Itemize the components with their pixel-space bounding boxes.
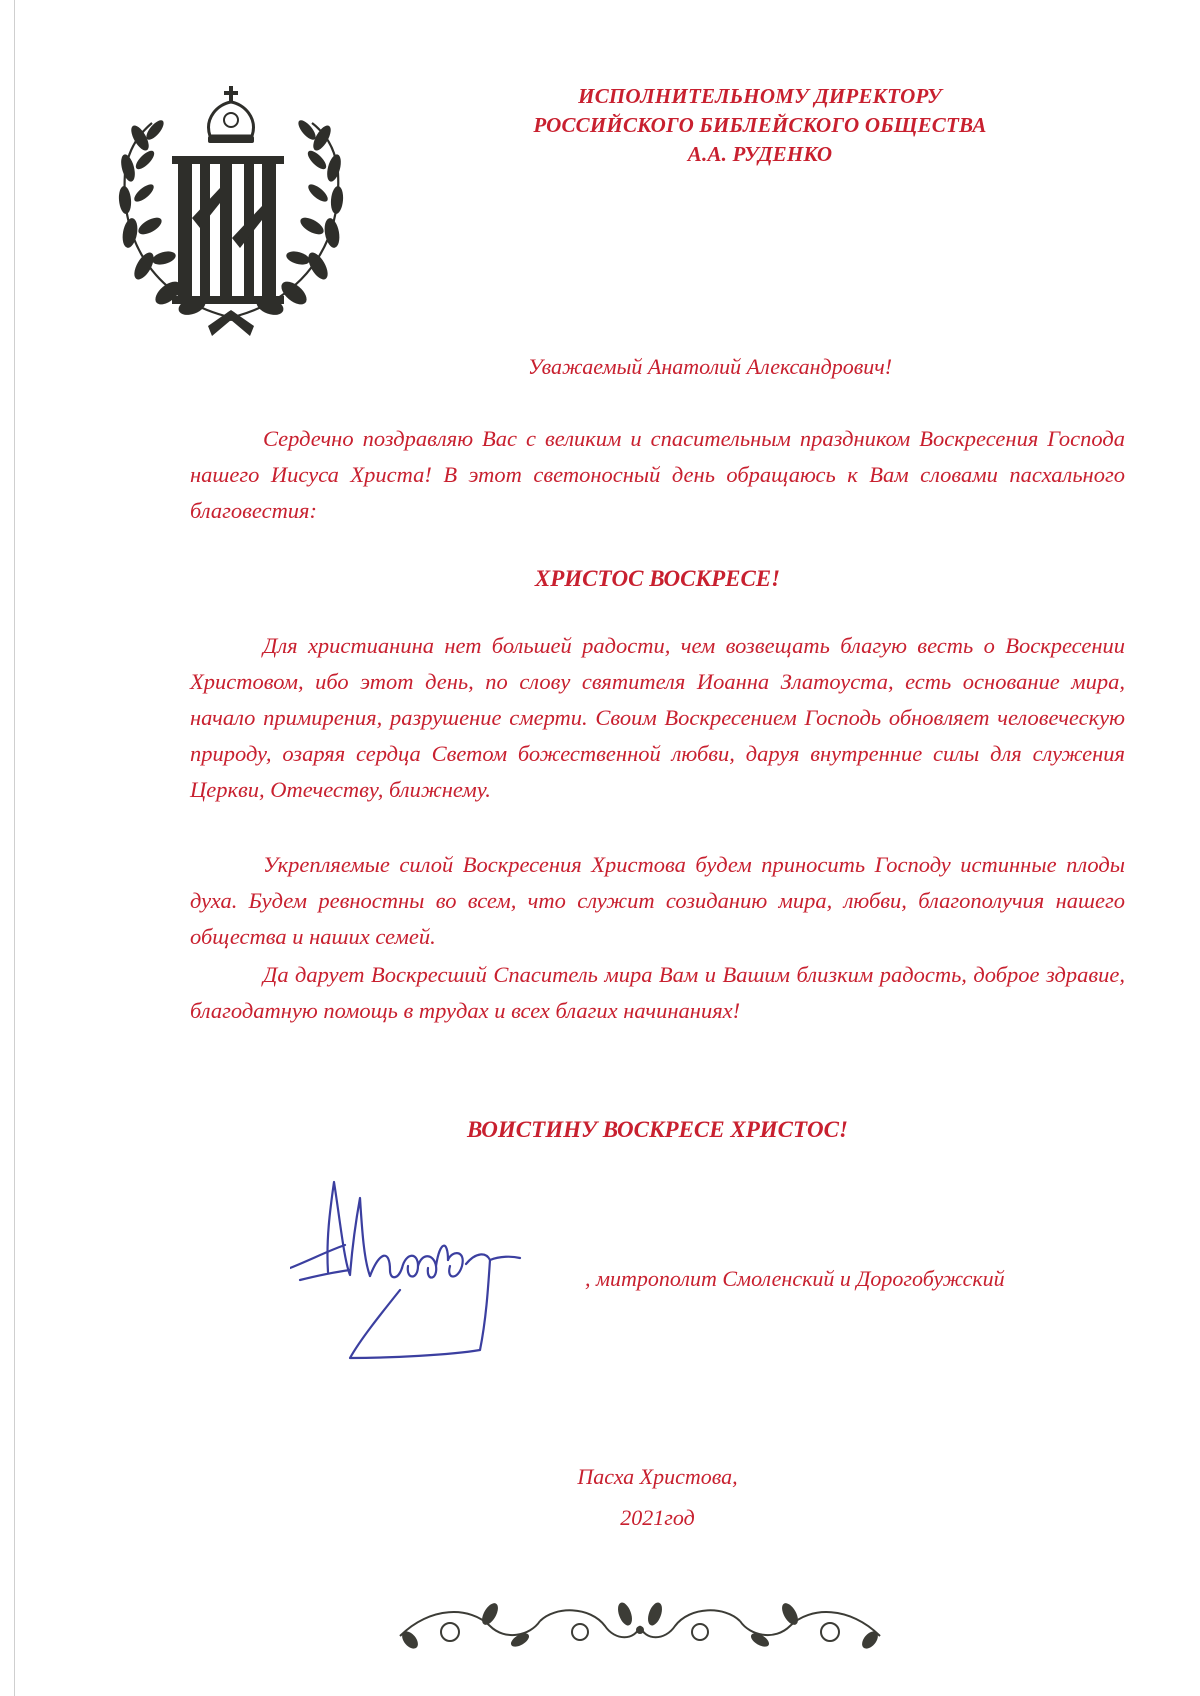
date-line-year: 2021год	[620, 1505, 695, 1530]
handwritten-signature	[290, 1180, 590, 1400]
signatory-title: , митрополит Смоленский и Дорогобужский	[585, 1266, 1005, 1291]
paragraph-2: Для христианина нет большей радости, чем возвещать благую весть о Воскресении Христовом, ибо этот день, по слову святителя Иоанна Златоуста, есть основание мира, начало примирения, разрушение смерти. Своим Воскресением Господь обновляет человеческую природу, озаряя сердца Светом божественной любви, даруя внутренние силы для служения Церкви, Отечеству, ближнему.	[190, 633, 1125, 802]
page-edge	[14, 0, 15, 1696]
paragraph-1: Сердечно поздравляю Вас с великим и спасительным праздником Воскресения Господа нашего Иисуса Христа! В этот светоносный день обращаюсь к Вам словами пасхального благовестия:	[190, 426, 1125, 523]
floral-scroll-ornament	[390, 1596, 890, 1654]
heading-truly-risen: ВОИСТИНУ ВОСКРЕСЕ ХРИСТОС!	[467, 1117, 848, 1142]
date-line-easter: Пасха Христова,	[577, 1464, 738, 1489]
addressee-line: ИСПОЛНИТЕЛЬНОМУ ДИРЕКТОРУ	[578, 84, 942, 108]
paragraph-3: Укрепляемые силой Воскресения Христова будем приносить Господу истинные плоды духа. Будем ревностны во всем, что служит созиданию мира, любви, благополучия нашего общества и наших семей.	[190, 852, 1125, 949]
addressee-line: А.А. РУДЕНКО	[687, 142, 833, 166]
addressee-block	[450, 82, 1070, 169]
monogram-wreath-crown-icon	[100, 78, 362, 346]
addressee-line: РОССИЙСКОГО БИБЛЕЙСКОГО ОБЩЕСТВА	[533, 113, 987, 137]
paragraph-4: Да дарует Воскресший Спаситель мира Вам и Вашим близким радость, доброе здравие, благодатную помощь в трудах и всех благих начинаниях!	[190, 962, 1125, 1023]
greeting: Уважаемый Анатолий Александрович!	[527, 354, 893, 379]
heading-christ-is-risen: ХРИСТОС ВОСКРЕСЕ!	[534, 566, 781, 591]
